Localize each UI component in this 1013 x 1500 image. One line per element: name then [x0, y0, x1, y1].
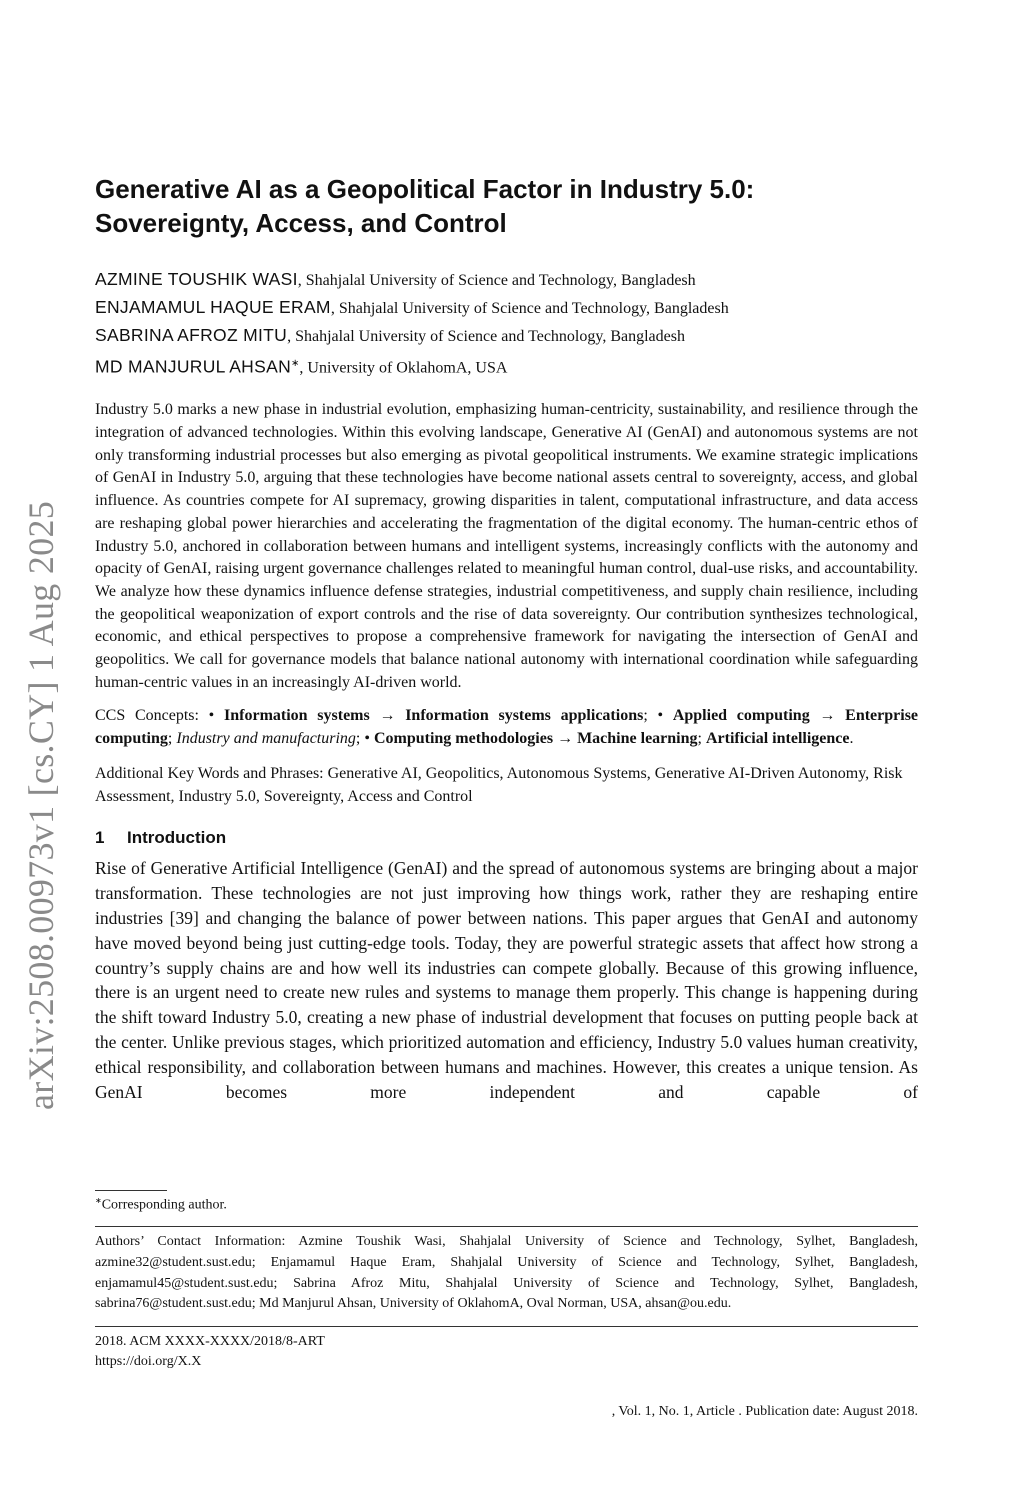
- footnote-rule: [95, 1190, 167, 1191]
- ccs-separator: ;: [697, 730, 702, 748]
- author-list: [95, 266, 918, 381]
- section-number: 1: [95, 828, 105, 848]
- ccs-separator: ; •: [355, 730, 374, 748]
- author-entry: [95, 266, 918, 294]
- corresponding-author-mark: ∗: [291, 358, 300, 369]
- section-title: Introduction: [127, 828, 227, 848]
- author-entry: [95, 294, 918, 322]
- contact-rule: [95, 1226, 918, 1227]
- ccs-separator: ;: [167, 730, 177, 748]
- arxiv-identifier-stamp: arXiv:2508.00973v1 [cs.CY] 1 Aug 2025: [21, 500, 61, 1110]
- publication-meta: [95, 1332, 325, 1372]
- paper-title: [95, 172, 918, 240]
- ccs-concepts: [95, 704, 918, 750]
- author-affiliation: , Shahjalal University of Science and Technology, Bangladesh: [287, 328, 685, 345]
- title-line-1: Generative AI as a Geopolitical Factor in Industry 5.0:: [95, 174, 755, 204]
- paper-first-page: [95, 172, 918, 1104]
- author-affiliation: , Shahjalal University of Science and Technology, Bangladesh: [330, 300, 729, 317]
- author-affiliation: , Shahjalal University of Science and Technology, Bangladesh: [297, 272, 696, 289]
- title-line-2: Sovereignty, Access, and Control: [95, 208, 507, 238]
- ccs-concept: Artificial intelligence: [705, 730, 850, 748]
- meta-rule: [95, 1326, 918, 1327]
- ccs-concept: Computing methodologies: [373, 730, 554, 748]
- abstract: Industry 5.0 marks a new phase in industrial evolution, emphasizing human-centricity, sustainability, and resilience through the integration of advanced technologies. Within this evolving landscape, Generative AI (GenAI) and autonomous systems are not only transforming industrial processes but also emerging as pivotal geopolitical instruments. We examine strategic implications of GenAI in Industry 5.0, arguing that these technologies have become national assets central to sovereignty, access, and global influence. As countries compete for AI supremacy, growing disparities in talent, computational infrastructure, and data access are reshaping global power hierarchies and accelerating the fragmentation of the digital economy. The human-centric ethos of Industry 5.0, anchored in collaboration between humans and intelligent systems, increasingly conflicts with the autonomy and opacity of GenAI, raising urgent governance challenges related to meaningful human control, dual-use risks, and accountability. We analyze how these dynamics influence defense strategies, industrial competitiveness, and supply chain resilience, including the geopolitical weaponization of export controls and the rise of data sovereignty. Our contribution synthesizes technological, economic, and ethical perspectives to propose a comprehensive framework for navigating the intersection of GenAI and geopolitics. We call for governance models that balance national autonomy with international coordination while safeguarding human-centric values in an increasingly AI-driven world.: [95, 401, 918, 691]
- author-affiliation: , University of OklahomA, USA: [299, 359, 508, 377]
- author-name: MD MANJURUL AHSAN: [95, 356, 292, 377]
- ccs-concept: Information systems: [224, 707, 370, 725]
- ccs-end: .: [849, 730, 854, 748]
- author-name: SABRINA AFROZ MITU: [95, 325, 288, 345]
- keywords: Additional Key Words and Phrases: Generative AI, Geopolitics, Autonomous Systems, Generative AI-Driven Autonomy, Risk Assessment, Industry 5.0, Sovereignty, Access and Control: [95, 765, 903, 806]
- ccs-arrow: →: [809, 707, 846, 725]
- ccs-concept: Information systems applications: [405, 707, 644, 725]
- author-name: AZMINE TOUSHIK WASI: [95, 269, 298, 289]
- ccs-concept: Applied computing: [672, 707, 810, 725]
- section-heading: [95, 828, 918, 848]
- footnote: [95, 1196, 227, 1214]
- ccs-prefix: CCS Concepts: •: [95, 707, 225, 725]
- ccs-separator: ; •: [643, 707, 673, 725]
- ccs-concept: Industry and manufacturing: [176, 730, 356, 748]
- ccs-concept: Machine learning: [577, 730, 698, 748]
- author-name: ENJAMAMUL HAQUE ERAM: [95, 297, 331, 317]
- ccs-arrow: →: [369, 707, 406, 725]
- acm-reference: 2018. ACM XXXX-XXXX/2018/8-ART: [95, 1334, 325, 1349]
- author-contact-information: Authors’ Contact Information: Azmine Toushik Wasi, Shahjalal University of Science and Technology, Sylhet, Bangladesh, azmine32@student.sust.edu; Enjamamul Haque Eram, Shahjalal University of Science and Technology, Sylhet, Bangladesh, enjamamul45@student.sust.edu; Sabrina Afroz Mitu, Shahjalal University of Science and Technology, Sylhet, Bangladesh, sabrina76@student.sust.edu; Md Manjurul Ahsan, University of OklahomA, Oval Norman, USA, ahsan@ou.edu.: [95, 1234, 918, 1312]
- doi-link[interactable]: https://doi.org/X.X: [95, 1354, 202, 1369]
- ccs-arrow: →: [553, 730, 578, 748]
- ccs-concept: Enterprise computing: [95, 707, 919, 748]
- footnote-mark: ∗: [95, 1196, 102, 1205]
- footnote-text: Corresponding author.: [101, 1197, 227, 1213]
- running-footer: , Vol. 1, No. 1, Article . Publication date: August 2018.: [611, 1404, 918, 1419]
- author-entry: [95, 350, 918, 381]
- intro-paragraph: Rise of Generative Artificial Intelligence (GenAI) and the spread of autonomous systems are bringing about a major transformation. These technologies are not just improving how things work, rather they are reshaping entire industries [39] and changing the balance of power between nations. This paper argues that GenAI and autonomy have moved beyond being just cutting-edge tools. Today, they are powerful strategic assets that affect how strong a country’s supply chains are and how well its industries can compete globally. Because of this growing influence, there is an urgent need to create new rules and systems to manage them properly. This change is happening during the shift toward Industry 5.0, creating a new phase of industrial development that focuses on putting people back at the center. Unlike previous stages, which prioritized automation and efficiency, Industry 5.0 values human creativity, ethical responsibility, and collaboration between humans and machines. However, this creates a unique tension. As GenAI becomes more independent and capable of: [95, 858, 918, 1102]
- author-entry: [95, 322, 918, 350]
